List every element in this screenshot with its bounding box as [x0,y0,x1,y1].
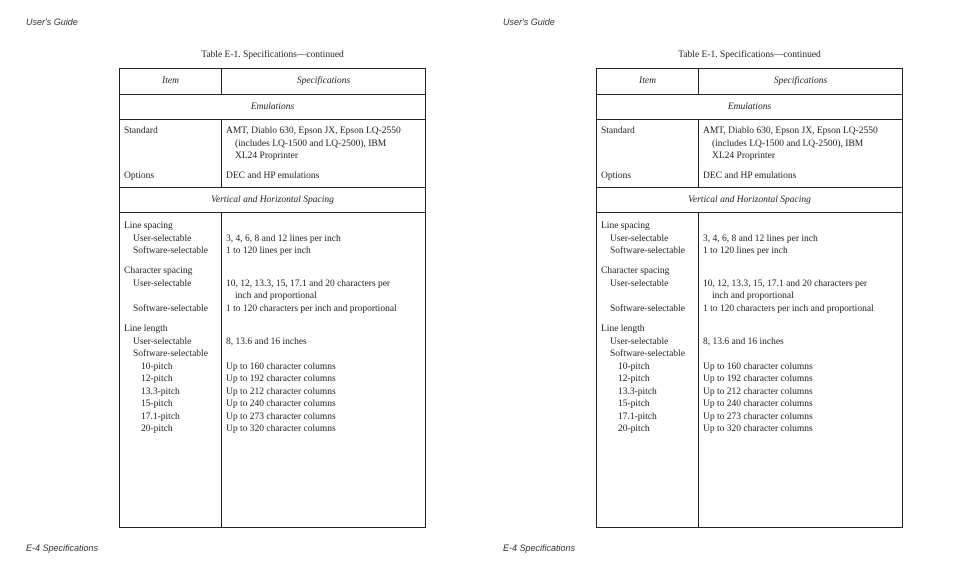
section-emulations: Emulations [120,95,425,119]
pitch-value: Up to 160 character columns [226,361,336,372]
line-spacing-label: Line spacing [124,221,173,231]
options-value: DEC and HP emulations [226,171,320,181]
line-length-software-label: Software-selectable [610,349,685,359]
table-caption: Table E-1. Specifications—continued [201,50,344,60]
column-divider [221,69,222,527]
column-divider [698,69,699,527]
running-footer: E-4 Specifications [503,543,576,553]
pitch-label: 10-pitch [618,361,650,372]
line-spacing-software-value: 1 to 120 lines per inch [226,246,311,256]
line-length-user-value: 8, 13.6 and 16 inches [703,336,784,347]
standard-value-line2: (includes LQ-1500 and LQ-2500), IBM [712,138,864,149]
character-spacing-software-value: 1 to 120 characters per inch and proportional [703,303,874,314]
pitch-label: 15-pitch [618,399,650,409]
pitch-value: Up to 212 character columns [226,386,336,397]
running-header: User's Guide [503,17,555,27]
row-divider [120,212,425,213]
row-divider [597,119,902,120]
pitch-value: Up to 320 character columns [226,424,336,434]
line-spacing-software-label: Software-selectable [610,246,685,256]
standard-value-line2: (includes LQ-1500 and LQ-2500), IBM [235,138,387,149]
character-spacing-user-value-line2: inch and proportional [235,291,317,301]
section-spacing: Vertical and Horizontal Spacing [597,188,902,212]
line-length-software-label: Software-selectable [133,349,208,359]
pitch-label: 10-pitch [141,361,173,372]
pitch-label: 12-pitch [618,374,650,384]
line-spacing-user-value: 3, 4, 6, 8 and 12 lines per inch [226,233,341,244]
line-length-label: Line length [601,324,645,334]
pitch-value: Up to 273 character columns [703,411,813,422]
line-spacing-label: Line spacing [601,221,650,231]
pitch-value: Up to 240 character columns [226,399,336,409]
options-label: Options [601,171,632,181]
pitch-value: Up to 212 character columns [703,386,813,397]
pitch-label: 12-pitch [141,374,173,384]
character-spacing-user-label: User-selectable [610,278,669,289]
pitch-label: 13.3-pitch [618,386,657,397]
line-spacing-user-value: 3, 4, 6, 8 and 12 lines per inch [703,233,818,244]
running-footer: E-4 Specifications [26,543,99,553]
row-divider [597,212,902,213]
line-spacing-software-label: Software-selectable [133,246,208,256]
table-caption: Table E-1. Specifications—continued [678,50,821,60]
line-length-user-value: 8, 13.6 and 16 inches [226,336,307,347]
column-header-specifications: Specifications [222,69,425,94]
line-length-user-label: User-selectable [610,336,669,347]
spec-table [119,68,426,528]
pitch-label: 13.3-pitch [141,386,180,397]
standard-label: Standard [601,126,635,136]
line-length-label: Line length [124,324,168,334]
line-length-user-label: User-selectable [133,336,192,347]
character-spacing-label: Character spacing [601,266,670,276]
character-spacing-software-value: 1 to 120 characters per inch and proportional [226,303,397,314]
options-label: Options [124,171,155,181]
pitch-value: Up to 273 character columns [226,411,336,422]
character-spacing-label: Character spacing [124,266,193,276]
standard-label: Standard [124,126,158,136]
pitch-value: Up to 160 character columns [703,361,813,372]
pitch-value: Up to 192 character columns [226,374,336,384]
column-header-item: Item [597,69,698,94]
pitch-value: Up to 192 character columns [703,374,813,384]
pitch-label: 20-pitch [618,424,650,434]
character-spacing-software-label: Software-selectable [133,303,208,314]
pitch-value: Up to 320 character columns [703,424,813,434]
character-spacing-user-value-line1: 10, 12, 13.3, 15, 17.1 and 20 characters per [226,278,391,289]
standard-value-line1: AMT, Diablo 630, Epson JX, Epson LQ-2550 [703,126,878,136]
line-spacing-user-label: User-selectable [610,233,669,244]
pitch-label: 15-pitch [141,399,173,409]
column-header-specifications: Specifications [699,69,902,94]
running-header: User's Guide [26,17,78,27]
pitch-value: Up to 240 character columns [703,399,813,409]
pitch-label: 20-pitch [141,424,173,434]
section-emulations: Emulations [597,95,902,119]
options-value: DEC and HP emulations [703,171,797,181]
spec-table [596,68,903,528]
right-page [477,0,954,580]
character-spacing-user-value-line1: 10, 12, 13.3, 15, 17.1 and 20 characters per [703,278,868,289]
standard-value-line1: AMT, Diablo 630, Epson JX, Epson LQ-2550 [226,126,401,136]
pitch-label: 17.1-pitch [141,411,180,422]
standard-value-line3: XL24 Proprinter [235,151,299,161]
standard-value-line3: XL24 Proprinter [712,151,776,161]
pitch-label: 17.1-pitch [618,411,657,422]
character-spacing-software-label: Software-selectable [610,303,685,314]
character-spacing-user-label: User-selectable [133,278,192,289]
row-divider [120,119,425,120]
line-spacing-user-label: User-selectable [133,233,192,244]
column-header-item: Item [120,69,221,94]
section-spacing: Vertical and Horizontal Spacing [120,188,425,212]
character-spacing-user-value-line2: inch and proportional [712,291,794,301]
line-spacing-software-value: 1 to 120 lines per inch [703,246,788,256]
